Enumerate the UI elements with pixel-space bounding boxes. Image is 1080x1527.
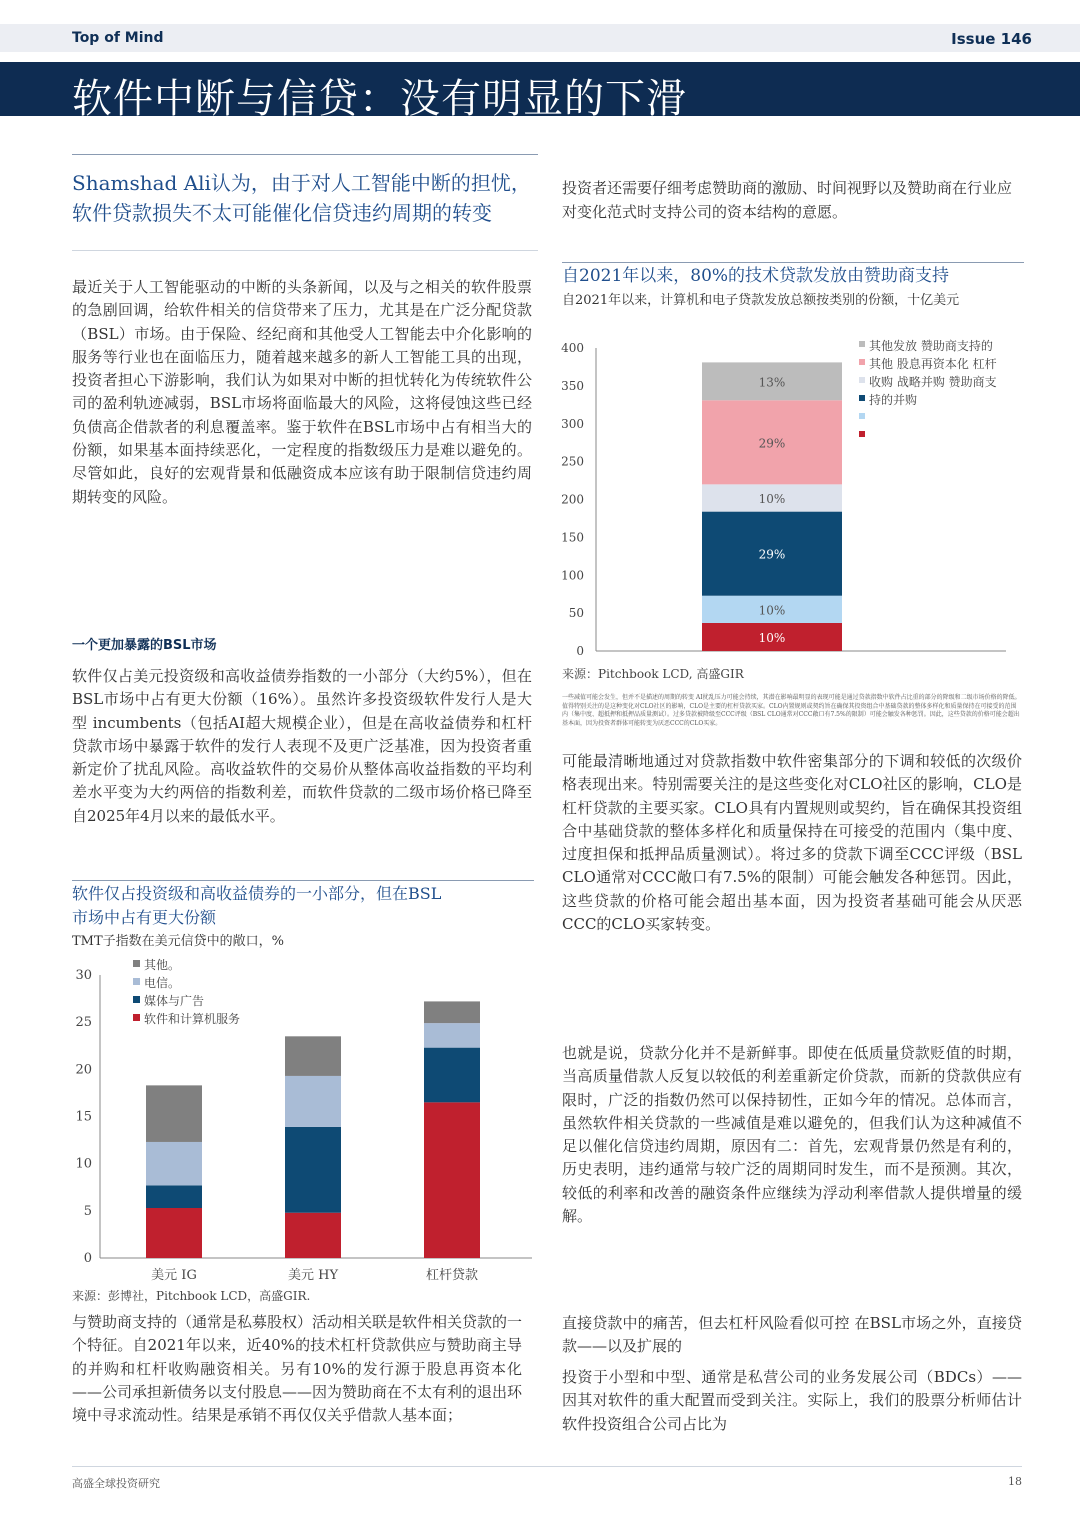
paragraph: 可能最清晰地通过对贷款指数中软件密集部分的下调和较低的次级价格表现出来。特别需要关注的是这些变化对CLO社区的影响，CLO是杠杆贷款的主要买家。CLO具有内置规则或契约，旨在确保其投资组合中基础贷款的整体多样化和质量保持在可接受的范围内（集中度、过度担保和抵押品质量测试）。将过多的贷款下调至CCC评级（BSL CLO通常对CCC敞口有7.5%的限制）可能会触发各种惩罚。因此，这些贷款的价格可能会超出基本面，因为投资者基础可能会从厌恶CCC的CLO买家转变。 xyxy=(562,752,1022,934)
bar-segment xyxy=(424,1048,480,1103)
y-tick-label: 350 xyxy=(561,378,584,393)
chart-subtitle: 自2021年以来，计算机和电子贷款发放总额按类别的份额，十亿美元 xyxy=(562,293,960,308)
bar-segment xyxy=(146,1142,202,1185)
running-header xyxy=(0,24,1080,52)
legend-label: 其他。 xyxy=(144,958,181,972)
fine-print-note: 一些减值可能会发生，但并不是描述的周期的转变 AI扰乱压力可能会持续，其潜在影响最明显的表现可能是通过贷款指数中软件占比重的部分的降级和二级市场价格的降低。值得特别关注的是这种变化对CLO社区的影响，CLO是主要的杠杆贷款买家。CLO内置规则或契约旨在确保其投资组合中基础贷款的整体多样化和质量保持在可接受的范围内（集中度、超抵押和抵押品质量测试）。过多贷款被降级至CCC评级（BSL CLO通常对CCC敞口有7.5%的限制）可能会触发各种惩罚。因此，这些贷款的价格可能会超出基本面，因为投资者群体可能转变为厌恶CCC的CLO买家。 xyxy=(562,694,1021,727)
bar-segment xyxy=(285,1036,341,1076)
x-tick-label: 美元 IG xyxy=(151,1268,197,1283)
paragraph: 投资于小型和中型、通常是私营公司的业务发展公司（BDCs）——因其对软件的重大配置而受到关注。实际上，我们的股票分析师估计软件投资组合公司占比为 xyxy=(562,1368,1022,1433)
legend-label: 其他发放 赞助商支持的 xyxy=(869,339,993,353)
rule xyxy=(72,880,534,881)
segment-label: 10% xyxy=(758,630,786,645)
page-number: 18 xyxy=(1008,1475,1022,1488)
title-banner xyxy=(0,62,1080,122)
issue-number: Issue 146 xyxy=(951,30,1032,48)
legend-swatch xyxy=(133,1014,140,1021)
legend-label: 持的并购 xyxy=(869,393,918,407)
tmt-stacked-bar-chart xyxy=(60,950,540,1290)
legend-swatch xyxy=(859,431,865,437)
legend-swatch xyxy=(859,395,865,401)
chart-subtitle: TMT子指数在美元信贷中的敞口，% xyxy=(72,934,285,949)
footer-rule xyxy=(72,1466,1022,1467)
legend-label: 其他 股息再资本化 杠杆 xyxy=(869,357,997,371)
intro-paragraph: 投资者还需要仔细考虑赞助商的激励、时间视野以及赞助商在行业应对变化范式时支持公司的资本结构的意愿。 xyxy=(562,179,1013,221)
paragraph: 直接贷款中的痛苦，但去杠杆风险看似可控 在BSL市场之外，直接贷款——以及扩展的 xyxy=(562,1314,1022,1356)
y-tick-label: 400 xyxy=(561,341,584,355)
legend-label: 媒体与广告 xyxy=(144,994,205,1008)
y-tick-label: 25 xyxy=(75,1015,92,1031)
y-tick-label: 10 xyxy=(75,1156,92,1172)
segment-label: 13% xyxy=(758,375,786,390)
bar-segment xyxy=(146,1085,202,1142)
chart-source: 来源：彭博社，Pitchbook LCD，高盛GIR. xyxy=(72,1289,311,1303)
legend-label: 电信。 xyxy=(144,976,181,990)
bar-segment xyxy=(424,1102,480,1258)
rule xyxy=(72,154,538,155)
chart-title: 软件仅占投资级和高收益债券的一小部分，但在BSL市场中占有更大份额 xyxy=(72,884,442,927)
footer-publisher: 高盛全球投资研究 xyxy=(72,1477,160,1490)
bar-segment xyxy=(424,1023,480,1048)
y-tick-label: 300 xyxy=(561,416,584,431)
legend-swatch xyxy=(859,413,865,419)
sponsor-stacked-bar-chart xyxy=(556,330,1024,660)
legend-swatch xyxy=(133,996,140,1003)
segment-label: 29% xyxy=(758,436,786,451)
legend-label: 软件和计算机服务 xyxy=(144,1012,241,1026)
legend-swatch xyxy=(859,377,865,383)
legend-swatch xyxy=(133,960,140,967)
segment-label: 29% xyxy=(758,547,786,562)
segment-label: 10% xyxy=(758,491,786,506)
publication-name: Top of Mind xyxy=(72,30,164,46)
legend-swatch xyxy=(859,359,865,365)
chart-source: 来源：Pitchbook LCD, 高盛GIR xyxy=(562,667,744,681)
y-tick-label: 0 xyxy=(576,644,584,658)
rule xyxy=(72,250,538,251)
y-tick-label: 0 xyxy=(83,1251,92,1266)
rule xyxy=(562,262,1024,263)
bar-segment xyxy=(146,1208,202,1258)
y-tick-label: 20 xyxy=(75,1062,92,1078)
legend-label: 收购 战略并购 赞助商支 xyxy=(869,375,997,389)
bar-segment xyxy=(146,1185,202,1208)
y-tick-label: 200 xyxy=(561,492,584,507)
chart-title: 自2021年以来，80%的技术贷款发放由赞助商支持 xyxy=(562,266,950,286)
y-tick-label: 150 xyxy=(561,530,584,545)
page-title: 软件中断与信贷：没有明显的下滑 xyxy=(72,76,687,122)
y-tick-label: 100 xyxy=(561,568,584,583)
legend-swatch xyxy=(859,341,865,347)
paragraph: 与赞助商支持的（通常是私募股权）活动相关联是软件相关贷款的一个特征。自2021年以来，近40%的技术杠杆贷款供应与赞助商主导的并购和杠杆收购融资相关。另有10%的发行源于股息再资本化——公司承担新债务以支付股息——因为赞助商在不太有利的退出环境中寻求流动性。结果是承销不再仅仅关乎借款人基本面； xyxy=(72,1313,523,1425)
y-tick-label: 15 xyxy=(75,1109,92,1125)
y-tick-label: 50 xyxy=(568,606,584,621)
y-tick-label: 250 xyxy=(561,454,584,469)
x-tick-label: 杠杆贷款 xyxy=(425,1268,479,1283)
legend-swatch xyxy=(133,978,140,985)
x-tick-label: 美元 HY xyxy=(287,1268,339,1283)
paragraph: 软件仅占美元投资级和高收益债券指数的一小部分（大约5%），但在BSL市场中占有更大份额（16%）。虽然许多投资级软件发行人是大型 incumbents（包括AI超大规模企业），但是在高收益债券和杠杆贷款市场中暴露于软件的发行人表现不及更广泛基准，因为投资者重新定价了扰乱风险。高收益软件的交易价从整体高收益指数的平均利差水平变为大约两倍的指数利差，而软件贷款的二级市场价格已降至自2025年4月以来的最低水平。 xyxy=(72,667,532,825)
bar-segment xyxy=(285,1076,341,1127)
bar-segment xyxy=(285,1127,341,1213)
segment-label: 10% xyxy=(758,603,786,618)
lede: Shamshad Ali认为，由于对人工智能中断的担忧，软件贷款损失不太可能催化信贷违约周期的转变 xyxy=(72,171,531,225)
bar-segment xyxy=(424,1001,480,1023)
paragraph: 也就是说，贷款分化并不是新鲜事。即使在低质量贷款贬值的时期，当高质量借款人反复以较低的利差重新定价贷款，而新的贷款供应有限时，广泛的指数仍然可以保持韧性，正如今年的情况。总体而言，虽然软件相关贷款的一些减值是难以避免的，但我们认为这种减值不足以催化信贷违约周期，原因有二：首先，宏观背景仍然是有利的，历史表明，违约通常与较广泛的周期同时发生，而不是预测。其次，较低的利率和改善的融资条件应继续为浮动利率借款人提供增量的缓解。 xyxy=(562,1044,1022,1226)
bar-segment xyxy=(285,1213,341,1258)
paragraph: 最近关于人工智能驱动的中断的头条新闻，以及与之相关的软件股票的急剧回调，给软件相关的信贷带来了压力，尤其是在广泛分配贷款（BSL）市场。由于保险、经纪商和其他受人工智能去中介化影响的服务等行业也在面临压力，随着越来越多的新人工智能工具的出现，投资者担心下游影响，我们认为如果对中断的担忧转化为传统软件公司的盈利轨迹减弱，BSL市场将面临最大的风险，这将侵蚀这些已经负债高企借款者的利息覆盖率。鉴于软件在BSL市场中占有相当大的份额，如果基本面持续恶化，一定程度的指数级压力是难以避免的。尽管如此，良好的宏观背景和低融资成本应该有助于限制信贷违约周期转变的风险。 xyxy=(72,278,532,506)
section-heading: 一个更加暴露的BSL市场 xyxy=(72,638,217,653)
y-tick-label: 30 xyxy=(75,968,92,983)
y-tick-label: 5 xyxy=(83,1203,92,1219)
